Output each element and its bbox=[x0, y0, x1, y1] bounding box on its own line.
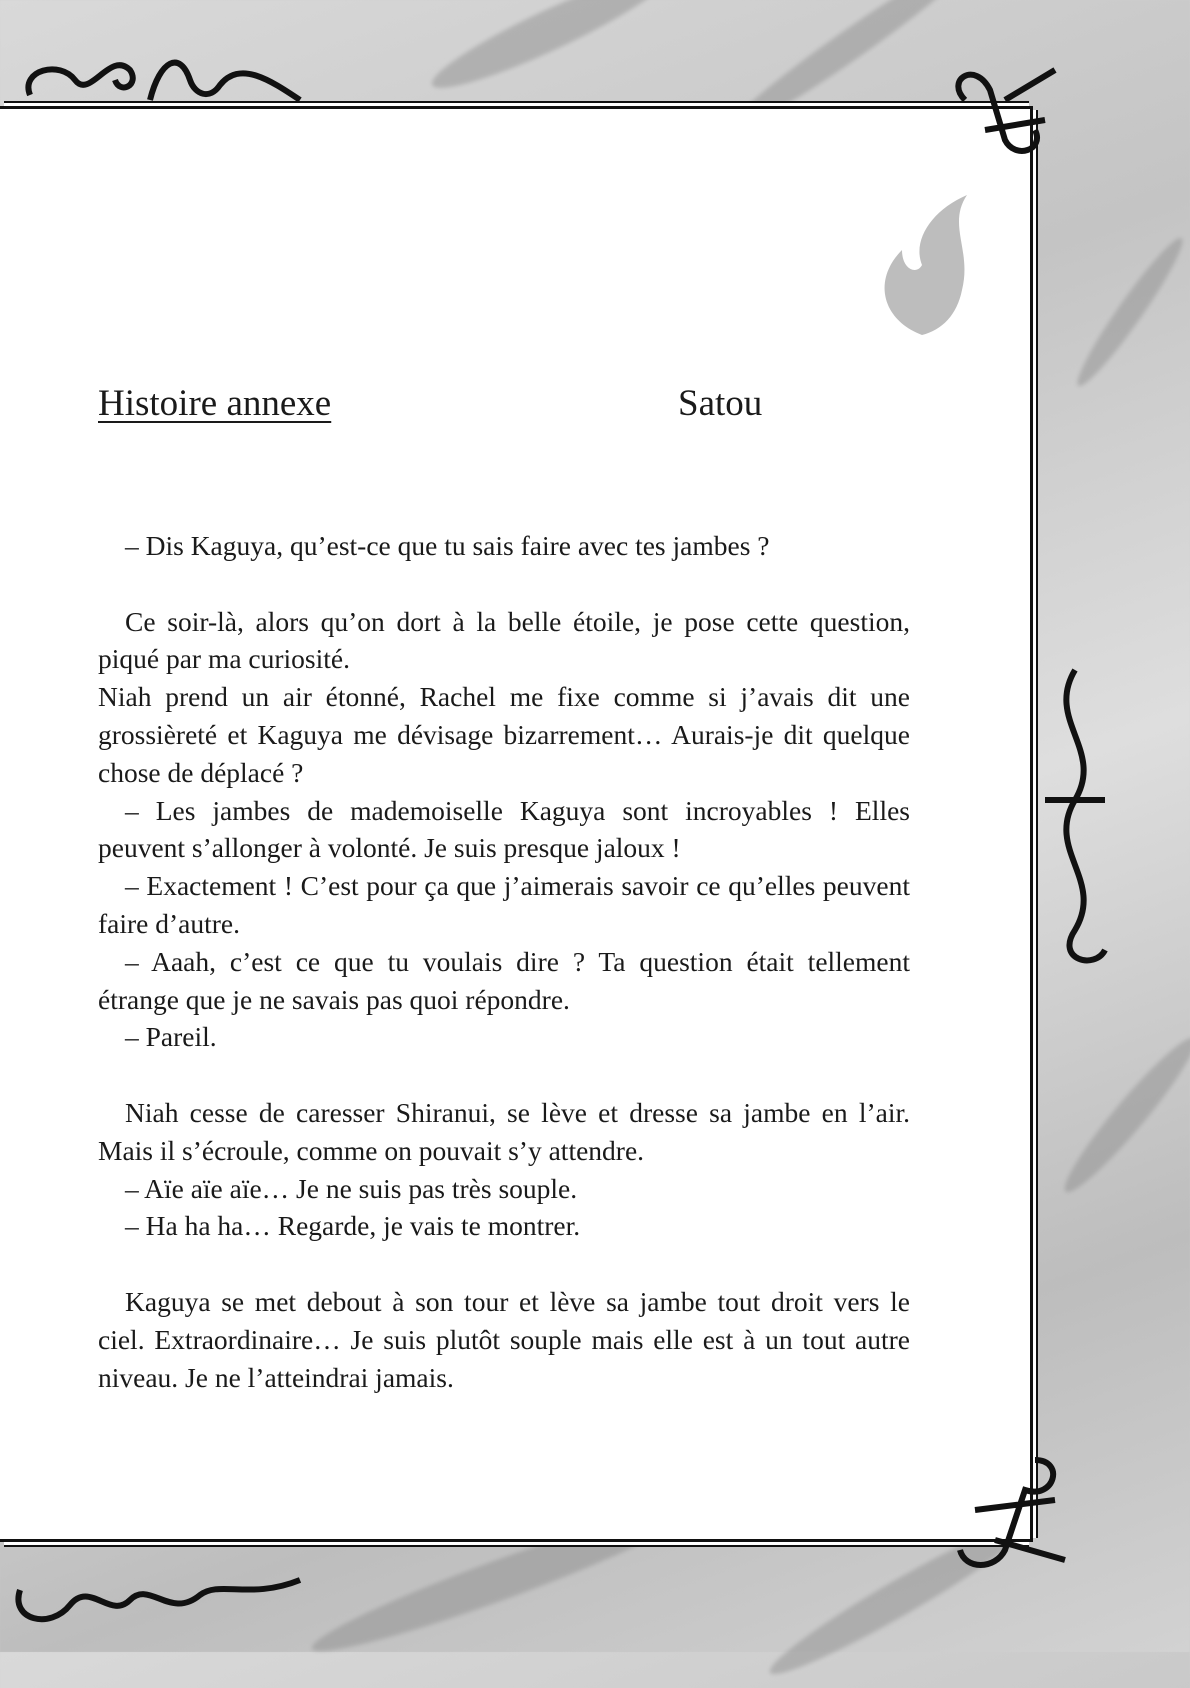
paragraph: Ce soir-là, alors qu’on dort à la belle étoile, je pose cette question, piqué par ma curiosité. bbox=[98, 605, 910, 675]
paragraph: – Aïe aïe aïe… Je ne suis pas très souple. bbox=[125, 1172, 578, 1204]
paragraph: Niah cesse de caresser Shiranui, se lève et dresse sa jambe en l’air. Mais il s’écroule, comme on pouvait s’y attendre. bbox=[98, 1096, 910, 1166]
ornament-top-left-icon bbox=[20, 40, 310, 110]
paragraph: Kaguya se met debout à son tour et lève sa jambe tout droit vers le ciel. Extraordinaire… Je suis plutôt souple mais elle est à un tout autre niveau. Je ne l’atteindrai jamais. bbox=[98, 1285, 910, 1393]
ornament-bottom-right-icon bbox=[945, 1450, 1075, 1580]
paragraph: – Aaah, c’est ce que tu voulais dire ? Ta question était tellement étrange que je ne savais pas quoi répondre. bbox=[98, 945, 910, 1015]
chapter-author: Satou bbox=[678, 383, 763, 424]
paragraph: – Pareil. bbox=[125, 1021, 217, 1053]
ornament-top-right-icon bbox=[945, 60, 1075, 170]
ornament-bottom-left-icon bbox=[10, 1560, 310, 1630]
paragraph: – Les jambes de mademoiselle Kaguya sont incroyables ! Elles peuvent s’allonger à volonté. Je suis presque jaloux ! bbox=[98, 794, 910, 864]
paragraph: – Dis Kaguya, qu’est-ce que tu sais faire avec tes jambes ? bbox=[125, 530, 770, 561]
paragraph: – Ha ha ha… Regarde, je vais te montrer. bbox=[125, 1210, 581, 1242]
paragraph: – Exactement ! C’est pour ça que j’aimerais savoir ce qu’elles peuvent faire d’autre. bbox=[98, 870, 910, 939]
chapter-title: Histoire annexe bbox=[98, 383, 332, 424]
paragraph: Niah prend un air étonné, Rachel me fixe comme si j’avais dit une grossièreté et Kaguya me dévisage bizarrement… Aurais-je dit quelque chose de déplacé ? bbox=[98, 681, 910, 788]
ornament-right-side-icon bbox=[1035, 660, 1115, 980]
flame-watermark-icon bbox=[872, 190, 982, 340]
story-text bbox=[98, 527, 910, 1396]
